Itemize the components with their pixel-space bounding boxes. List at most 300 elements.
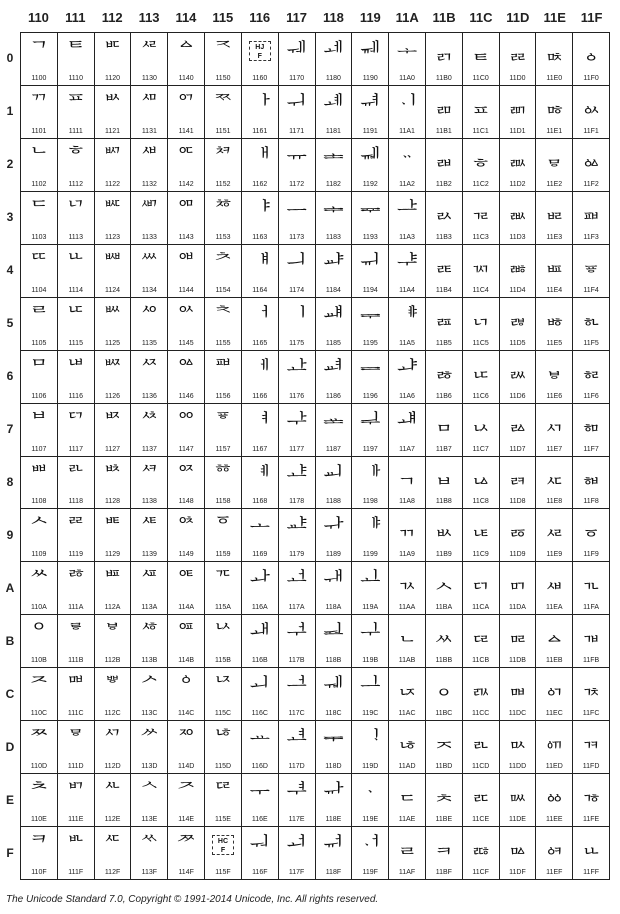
code-point-label: 11A7 (399, 445, 415, 453)
filler-placeholder-box (212, 835, 234, 855)
jamo-glyph: ᆘ (360, 462, 381, 487)
code-point-label: 1131 (141, 127, 157, 135)
column-header: 117 (286, 10, 308, 25)
jamo-glyph: ᅻ (286, 621, 307, 646)
jamo-glyph: ᅜ (212, 674, 234, 699)
code-point-label: 11F9 (583, 551, 599, 559)
column-header: 112 (101, 10, 123, 25)
code-point-label: 116E (251, 816, 268, 824)
code-cell (95, 245, 132, 298)
code-cell (573, 562, 610, 615)
code-point-label: 1117 (68, 445, 83, 453)
code-point-label: 11EB (545, 657, 563, 665)
code-cell (168, 245, 205, 298)
jamo-glyph: ᅾ (286, 780, 307, 805)
jamo-glyph: ᇨ (544, 462, 565, 487)
jamo-glyph: ᅫ (249, 621, 270, 646)
jamo-glyph: ᇛ (507, 621, 528, 646)
code-cell (21, 615, 58, 668)
code-point-label: 11F1 (583, 127, 599, 135)
code-point-label: 110A (30, 604, 47, 612)
row-header: E (5, 793, 14, 807)
jamo-glyph: ᆅ (323, 303, 344, 328)
code-cell (389, 139, 426, 192)
jamo-glyph: ᆬ (396, 674, 418, 699)
code-cell (205, 457, 242, 510)
jamo-glyph: ᄠ (102, 39, 123, 63)
code-point-label: 1165 (252, 339, 268, 347)
code-point-label: 115B (215, 657, 231, 665)
jamo-glyph: ᄄ (28, 250, 50, 275)
filler-placeholder-box (249, 41, 271, 61)
jamo-glyph: ᅶ (286, 356, 307, 381)
code-cell (573, 33, 610, 86)
jamo-glyph: ᇶ (580, 356, 602, 381)
code-cell (131, 509, 168, 562)
code-cell (279, 827, 316, 880)
code-point-label: 1139 (141, 551, 157, 559)
code-point-label: 11E7 (546, 445, 563, 453)
jamo-glyph: ᇋ (470, 621, 491, 646)
jamo-glyph: ᇢ (544, 144, 565, 169)
jamo-glyph: ᅴ (286, 250, 307, 275)
jamo-glyph: ᆲ (433, 144, 454, 169)
column-headers (20, 5, 610, 30)
jamo-glyph: ᇰ (580, 39, 602, 63)
jamo-glyph: ᇴ (580, 250, 602, 275)
jamo-glyph: ᄗ (65, 409, 86, 434)
jamo-glyph: ᆇ (323, 409, 344, 434)
row-header: A (5, 581, 15, 595)
jamo-glyph: ᅂ (176, 144, 197, 169)
code-cell (131, 245, 168, 298)
code-point-label: 11C8 (472, 498, 489, 506)
jamo-glyph: ᇧ (544, 409, 565, 434)
code-point-label: 1182 (325, 180, 341, 188)
column-header: 119 (359, 10, 381, 25)
jamo-glyph: ᇎ (470, 780, 491, 805)
code-cell (279, 192, 316, 245)
jamo-glyph: ᆛ (360, 621, 381, 646)
jamo-glyph: ᇄ (470, 250, 491, 275)
code-point-label: 11C7 (472, 445, 489, 453)
column-header: 11F (580, 10, 603, 25)
code-point-label: 11CD (471, 763, 490, 771)
code-cell (95, 668, 132, 721)
code-point-label: 11F4 (583, 286, 599, 294)
code-cell (21, 457, 58, 510)
code-cell (131, 668, 168, 721)
code-cell (352, 192, 389, 245)
code-point-label: 114B (178, 657, 195, 665)
code-cell (58, 509, 95, 562)
code-cell (279, 721, 316, 774)
code-point-label: 110B (30, 657, 47, 665)
code-point-label: 11C2 (472, 180, 489, 188)
code-point-label: 11EE (545, 816, 563, 824)
jamo-glyph: ᄐ (65, 39, 86, 63)
code-point-label: 1157 (215, 445, 231, 453)
jamo-glyph: ᄎ (28, 780, 50, 805)
jamo-glyph: ᄮ (102, 780, 123, 805)
code-point-label: 113E (141, 816, 158, 824)
code-cell (500, 668, 537, 721)
jamo-glyph: ᇪ (544, 568, 565, 593)
jamo-glyph: ᅝ (212, 727, 234, 752)
jamo-glyph: ᆼ (433, 674, 454, 699)
placeholder-label: F (220, 847, 226, 855)
code-point-label: 11B0 (435, 74, 452, 82)
jamo-glyph: ᅎ (176, 780, 197, 805)
code-point-label: 11BF (435, 869, 452, 876)
code-cell (242, 721, 279, 774)
code-cell (389, 615, 426, 668)
code-cell (352, 615, 389, 668)
code-point-label: 1136 (141, 392, 157, 400)
code-point-label: 114E (178, 816, 195, 824)
code-cell (58, 457, 95, 510)
code-cell (168, 668, 205, 721)
jamo-glyph: ᇊ (470, 568, 491, 593)
jamo-glyph: ᄱ (139, 91, 160, 116)
code-cell (95, 562, 132, 615)
code-point-label: 11B9 (435, 551, 452, 559)
placeholder-label: HJ (255, 44, 265, 51)
code-cell (95, 774, 132, 827)
jamo-glyph: ᅙ (212, 515, 234, 540)
column-header: 116 (249, 10, 271, 25)
code-point-label: 1166 (252, 392, 268, 400)
code-cell (316, 457, 353, 510)
jamo-glyph: ᆞ (360, 780, 381, 805)
jamo-glyph: ᅁ (176, 91, 197, 116)
jamo-glyph: ᄓ (65, 197, 86, 222)
code-cell (316, 351, 353, 404)
code-cell (463, 721, 500, 774)
code-cell (21, 721, 58, 774)
code-point-label: 1193 (362, 233, 378, 241)
code-point-label: 11CC (471, 710, 490, 718)
jamo-glyph: ᆸ (433, 462, 454, 487)
jamo-glyph: ᅯ (249, 833, 270, 858)
code-point-label: 11FB (582, 657, 600, 665)
code-point-label: 1122 (105, 180, 121, 188)
code-cell (205, 192, 242, 245)
code-point-label: 1100 (31, 74, 47, 82)
code-cell (426, 615, 463, 668)
code-cell (426, 827, 463, 880)
code-point-label: 114C (178, 710, 195, 718)
code-cell (389, 562, 426, 615)
code-point-label: 1154 (215, 286, 231, 294)
code-point-label: 11A9 (399, 551, 415, 559)
code-cell (463, 245, 500, 298)
jamo-glyph: ᅚ (212, 568, 234, 593)
jamo-glyph: ᅣ (249, 197, 270, 222)
jamo-glyph: ᇤ (544, 250, 565, 275)
code-cell (536, 404, 573, 457)
code-cell (21, 562, 58, 615)
jamo-glyph: ᄊ (28, 568, 50, 593)
code-point-label: 110E (30, 816, 47, 824)
jamo-glyph: ᄽ (139, 727, 160, 752)
code-cell (242, 86, 279, 139)
jamo-glyph: ᅈ (176, 462, 197, 487)
code-point-label: 1127 (105, 445, 121, 453)
jamo-glyph: ᇘ (507, 462, 528, 487)
code-point-label: 118E (325, 816, 342, 824)
jamo-glyph: ᇻ (580, 621, 602, 646)
code-cell (279, 86, 316, 139)
code-point-label: 112D (104, 763, 121, 771)
jamo-glyph: ᅅ (176, 303, 197, 328)
jamo-glyph: ᆚ (360, 568, 381, 593)
code-cell (536, 562, 573, 615)
code-point-label: 1168 (252, 498, 268, 506)
code-point-label: 11DA (508, 604, 526, 612)
code-point-label: 1140 (178, 74, 194, 82)
jamo-glyph: ᄷ (139, 409, 160, 434)
code-cell (573, 457, 610, 510)
jamo-glyph: ᄬ (102, 674, 123, 699)
jamo-glyph: ᇜ (507, 674, 528, 699)
code-point-label: 116D (251, 763, 268, 771)
jamo-glyph: ᆠ (396, 39, 418, 63)
code-point-label: 11EA (545, 604, 563, 612)
jamo-glyph: ᆪ (396, 568, 418, 593)
code-cell (58, 774, 95, 827)
jamo-glyph: ᇒ (507, 144, 528, 169)
code-point-label: 110D (30, 763, 48, 771)
code-point-label: 116C (251, 710, 268, 718)
code-point-label: 117E (288, 816, 305, 824)
code-cell (279, 774, 316, 827)
row-header: 2 (6, 157, 14, 171)
jamo-glyph: ᄿ (139, 833, 160, 858)
jamo-glyph: ᄡ (102, 91, 123, 116)
code-cell (352, 562, 389, 615)
code-cell (242, 139, 279, 192)
code-point-label: 11BD (435, 763, 453, 771)
code-cell (316, 139, 353, 192)
code-point-label: 113F (141, 869, 158, 876)
jamo-glyph: ᆍ (323, 727, 344, 752)
code-point-label: 11A6 (399, 392, 415, 400)
code-point-label: 1172 (289, 180, 305, 188)
code-point-label: 111D (67, 763, 84, 771)
code-point-label: 1180 (325, 74, 341, 82)
code-cell (352, 404, 389, 457)
jamo-glyph: ᆟ (360, 833, 381, 858)
code-cell (131, 562, 168, 615)
code-point-label: 119D (362, 763, 379, 771)
code-cell (536, 33, 573, 86)
jamo-glyph: ᄧ (102, 409, 123, 434)
code-cell (536, 139, 573, 192)
jamo-glyph: ᇖ (507, 356, 528, 381)
code-cell (389, 33, 426, 86)
code-cell (95, 139, 132, 192)
jamo-glyph: ᅓ (212, 197, 234, 222)
code-cell (573, 509, 610, 562)
jamo-glyph: ᆢ (396, 144, 418, 169)
code-point-label: 11E9 (546, 551, 563, 559)
code-point-label: 11D2 (509, 180, 526, 188)
row-header: B (5, 634, 15, 648)
jamo-glyph: ᄩ (102, 515, 123, 540)
jamo-glyph: ᅹ (286, 515, 307, 540)
jamo-glyph: ᆺ (433, 568, 454, 593)
code-cell (426, 298, 463, 351)
code-point-label: 1118 (68, 498, 83, 506)
code-cell (426, 351, 463, 404)
column-header: 11B (432, 10, 456, 25)
code-point-label: 11B2 (435, 180, 452, 188)
code-cell (389, 192, 426, 245)
jamo-glyph: ᄨ (102, 462, 123, 487)
code-point-label: 11D0 (509, 74, 526, 82)
code-cell (21, 774, 58, 827)
code-point-label: 11C3 (472, 233, 489, 241)
jamo-glyph: ᄈ (28, 462, 50, 487)
jamo-glyph: ᅵ (286, 303, 307, 328)
code-cell (573, 668, 610, 721)
code-cell (352, 827, 389, 880)
jamo-glyph: ᅆ (176, 356, 197, 381)
code-point-label: 11A8 (399, 498, 415, 506)
jamo-glyph: ᆄ (323, 250, 344, 275)
code-point-label: 11B4 (435, 286, 452, 294)
code-point-label: 1135 (141, 339, 157, 347)
jamo-glyph: ᆈ (323, 462, 344, 487)
code-cell (426, 404, 463, 457)
code-cell (95, 404, 132, 457)
code-cell (279, 509, 316, 562)
code-cell (21, 668, 58, 721)
column-header: 115 (212, 10, 234, 25)
code-point-label: 1186 (325, 392, 341, 400)
code-point-label: 112B (104, 657, 121, 665)
jamo-glyph: ᆷ (433, 409, 454, 434)
code-point-label: 1109 (31, 551, 47, 559)
code-point-label: 11E2 (546, 180, 563, 188)
jamo-glyph: ᇑ (507, 91, 528, 116)
code-cell (131, 774, 168, 827)
code-point-label: 11F7 (583, 445, 599, 453)
code-point-label: 1195 (362, 339, 378, 347)
code-point-label: 112F (104, 869, 121, 876)
code-cell (316, 298, 353, 351)
jamo-glyph: ᅱ (286, 91, 307, 116)
jamo-glyph: ᅪ (249, 568, 270, 593)
jamo-glyph: ᄶ (139, 356, 160, 381)
code-cell (536, 721, 573, 774)
code-point-label: 1124 (105, 286, 121, 294)
code-cell (426, 139, 463, 192)
code-cell (279, 668, 316, 721)
code-point-label: 1106 (31, 392, 47, 400)
placeholder-label: F (257, 53, 262, 60)
code-point-label: 11CA (472, 604, 490, 612)
code-cell (58, 404, 95, 457)
jamo-glyph: ᆋ (323, 621, 344, 646)
jamo-glyph: ᇬ (544, 674, 565, 699)
jamo-glyph: ᇿ (580, 833, 602, 858)
code-cell (389, 668, 426, 721)
code-cell (205, 668, 242, 721)
code-cell (205, 404, 242, 457)
code-cell (58, 562, 95, 615)
code-cell (389, 404, 426, 457)
code-cell (536, 615, 573, 668)
code-point-label: 11B7 (435, 445, 452, 453)
code-cell (500, 827, 537, 880)
code-point-label: 11C5 (472, 339, 489, 347)
code-point-label: 11A2 (399, 180, 415, 188)
jamo-glyph: ᄭ (102, 727, 123, 752)
code-point-label: 11A3 (399, 233, 415, 241)
jamo-glyph: ᆔ (360, 250, 381, 275)
jamo-glyph: ᇵ (580, 303, 602, 328)
code-point-label: 117D (288, 763, 305, 771)
code-cell (316, 86, 353, 139)
code-point-label: 11FD (582, 763, 600, 771)
jamo-glyph: ᄫ (102, 621, 123, 646)
code-point-label: 11BC (435, 710, 453, 718)
code-point-label: 1160 (252, 74, 268, 82)
jamo-glyph: ᄟ (65, 833, 86, 858)
jamo-glyph: ᇭ (544, 727, 565, 752)
code-point-label: 116B (251, 657, 268, 665)
code-cell (95, 721, 132, 774)
code-point-label: 1162 (252, 180, 268, 188)
code-cell (168, 774, 205, 827)
jamo-glyph: ᅍ (176, 727, 197, 752)
code-cell (242, 562, 279, 615)
code-point-label: 11D5 (509, 339, 526, 347)
code-cell (426, 33, 463, 86)
jamo-glyph: ᅌ (176, 674, 197, 699)
code-point-label: 1189 (325, 551, 341, 559)
jamo-glyph: ᆝ (360, 727, 381, 752)
code-point-label: 11F8 (583, 498, 599, 506)
code-point-label: 11EC (545, 710, 563, 718)
jamo-glyph: ᆣ (396, 197, 418, 222)
code-cell (95, 351, 132, 404)
code-cell (426, 509, 463, 562)
code-cell (168, 192, 205, 245)
jamo-glyph: ᅏ (176, 833, 197, 858)
code-cell (463, 86, 500, 139)
code-point-label: 11FC (582, 710, 600, 718)
column-header: 113 (138, 10, 160, 25)
code-point-label: 1196 (362, 392, 378, 400)
code-cell (573, 192, 610, 245)
code-point-label: 116F (252, 869, 268, 876)
row-header: 9 (6, 528, 14, 542)
code-point-label: 1178 (289, 498, 305, 506)
code-cell (58, 139, 95, 192)
code-cell (463, 827, 500, 880)
copyright-footer: The Unicode Standard 7.0, Copyright © 1991-2014 Unicode, Inc. All rights reserved. (6, 894, 379, 905)
code-cell (389, 509, 426, 562)
code-point-label: 11AA (398, 604, 416, 612)
code-cell (352, 668, 389, 721)
code-point-label: 1199 (362, 551, 378, 559)
code-cell (21, 86, 58, 139)
column-header: 111 (65, 10, 86, 25)
jamo-glyph: ᄣ (102, 197, 123, 222)
